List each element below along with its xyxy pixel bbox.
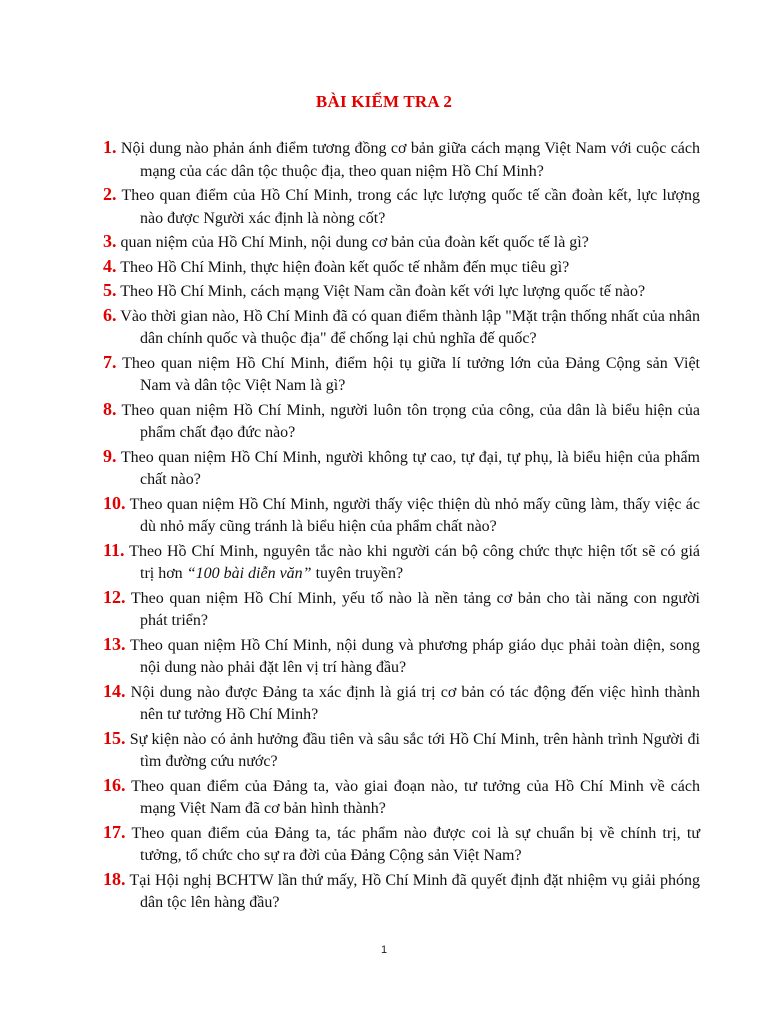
question-number: 10. [103,492,126,513]
question-item [103,774,700,821]
question-text-before: Theo Hồ Chí Minh, nguyên tắc nào khi người cán bộ công chức thực hiện tốt sẽ có giá trị hơn [129,542,700,582]
question-item [103,586,700,633]
question-number: 15. [103,727,126,748]
question-number: 14. [103,680,126,701]
question-number: 13. [103,633,126,654]
question-item [103,445,700,492]
question-text: Theo quan điểm của Đảng ta, tác phẩm nào được coi là sự chuẩn bị về chính trị, tư tưởng, tổ chức cho sự ra đời của Đảng Cộng sản Việt Nam? [131,824,700,864]
question-item [103,633,700,680]
question-number: 1. [103,137,117,157]
question-number: 16. [103,774,126,795]
question-item [103,136,700,183]
question-text: Nội dung nào được Đảng ta xác định là giá trị cơ bản có tác động đến việc hình thành nên tư tưởng Hồ Chí Minh? [130,683,701,723]
question-number: 11. [103,539,125,560]
question-text: Theo quan điểm của Hồ Chí Minh, trong các lực lượng quốc tế cần đoàn kết, lực lượng nào được Người xác định là nòng cốt? [121,187,701,227]
question-text-after: tuyên truyền? [311,565,404,582]
question-item [103,492,700,539]
question-text: Theo Hồ Chí Minh, thực hiện đoàn kết quốc tế nhằm đến mục tiêu gì? [120,258,570,276]
question-number: 6. [103,304,117,325]
question-text: Theo quan niệm Hồ Chí Minh, nội dung và phương pháp giáo dục phải toàn diện, song nội dung nào phải đặt lên vị trí hàng đầu? [130,636,700,676]
question-text: Nội dung nào phản ánh điểm tương đồng cơ bản giữa cách mạng Việt Nam với cuộc cách mạng của các dân tộc thuộc địa, theo quan niệm Hồ Chí Minh? [120,140,701,180]
question-text: quan niệm của Hồ Chí Minh, nội dung cơ bản của đoàn kết quốc tế là gì? [120,234,589,251]
question-number: 2. [103,184,117,204]
question-number: 3. [103,231,117,251]
question-item [103,821,700,868]
question-number: 8. [103,398,117,419]
question-item [103,304,700,351]
question-item [103,868,700,915]
question-item [103,398,700,445]
question-text: Theo quan niệm Hồ Chí Minh, yếu tố nào là nền tảng cơ bản cho tài năng con người phát triển? [130,589,700,629]
question-item [103,727,700,774]
question-text [129,543,700,583]
page-number: 1 [380,944,388,956]
question-item [103,183,700,230]
question-text: Theo quan niệm Hồ Chí Minh, người luôn tôn trọng của công, của dân là biểu hiện của phẩm chất đạo đức nào? [121,401,700,441]
question-number: 9. [103,445,117,466]
question-number: 5. [103,280,117,300]
question-item [103,539,700,586]
question-number: 12. [103,586,126,607]
question-item [103,255,700,280]
question-item [103,230,700,255]
question-item [103,680,700,727]
question-text: Tại Hội nghị BCHTW lần thứ mấy, Hồ Chí Minh đã quyết định đặt nhiệm vụ giải phóng dân tộc lên hàng đầu? [129,871,701,911]
question-item [103,279,700,304]
quoted-title: “100 bài diễn văn” [186,565,312,582]
question-number: 7. [103,351,117,372]
page-title: BÀI KIỂM TRA 2 [315,92,453,111]
question-number: 17. [103,821,126,842]
question-text: Sự kiện nào có ảnh hưởng đầu tiên và sâu sắc tới Hồ Chí Minh, trên hành trình Người đi tìm đường cứu nước? [129,730,701,770]
question-text: Vào thời gian nào, Hồ Chí Minh đã có quan điểm thành lập "Mặt trận thống nhất của nhân dân chính quốc và thuộc địa" để chống lại chủ nghĩa đế quốc? [120,307,700,347]
question-list [103,136,700,915]
question-text: Theo quan niệm Hồ Chí Minh, điểm hội tụ giữa lí tưởng lớn của Đảng Cộng sản Việt Nam và dân tộc Việt Nam là gì? [122,354,700,394]
question-text: Theo quan điểm của Đảng ta, vào giai đoạn nào, tư tưởng của Hồ Chí Minh về cách mạng Việt Nam đã cơ bản hình thành? [131,777,700,817]
question-item [103,351,700,398]
question-text: Theo Hồ Chí Minh, cách mạng Việt Nam cần đoàn kết với lực lượng quốc tế nào? [120,283,646,300]
question-text: Theo quan niệm Hồ Chí Minh, người thấy việc thiện dù nhỏ mấy cũng làm, thấy việc ác dù nhỏ mấy cũng tránh là biểu hiện của phẩm chất nào? [129,495,700,535]
question-number: 4. [103,255,117,276]
question-text: Theo quan niệm Hồ Chí Minh, người không tự cao, tự đại, tự phụ, là biểu hiện của phẩm chất nào? [120,448,700,488]
question-number: 18. [103,868,126,889]
